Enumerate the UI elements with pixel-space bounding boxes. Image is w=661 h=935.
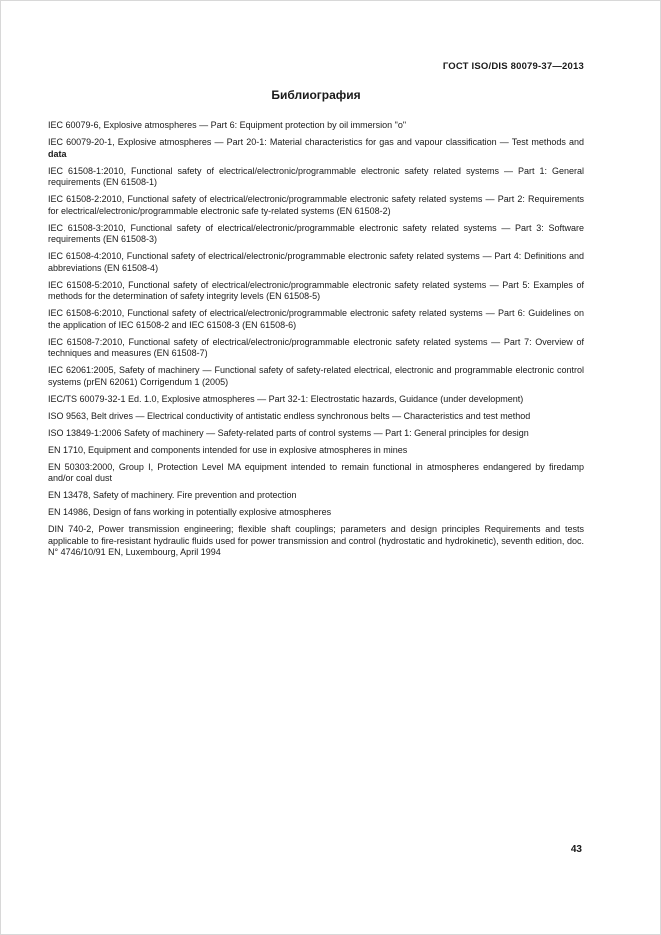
bibliography-entry	[48, 166, 584, 189]
entry-text: IEC 61508-7:2010, Functional safety of electrical/electronic/programmable electronic safety related systems — Part 7: Overview of techniques and measures (EN 61508-7)	[48, 336, 584, 358]
entry-text: EN 1710, Equipment and components intended for use in explosive atmospheres in mines	[48, 444, 408, 455]
bibliography-entry	[48, 365, 584, 388]
entry-text: EN 13478, Safety of machinery. Fire prevention and protection	[48, 490, 297, 500]
bibliography-entry	[48, 490, 584, 502]
bibliography-entry	[48, 394, 584, 406]
entry-text: ISO 13849-1:2006 Safety of machinery — Safety-related parts of control systems — Part 1: General principles for design	[48, 427, 529, 438]
entry-text: IEC/TS 60079-32-1 Ed. 1.0, Explosive atmospheres — Part 32-1: Electrostatic hazards, Guidance (under development)	[48, 393, 524, 404]
entry-text: IEC 60079-20-1, Explosive atmospheres — Part 20-1: Material characteristics for gas and vapour classification — Test methods and	[48, 137, 584, 147]
bibliography-entry	[48, 462, 584, 485]
entry-text: IEC 62061:2005, Safety of machinery — Functional safety of safety-related electrical, electronic and programmable electronic control systems (prEN 62061) Corrigendum 1 (2005)	[48, 365, 584, 387]
bibliography-entry	[48, 308, 584, 331]
bibliography-entry	[48, 337, 584, 360]
entry-text: IEC 61508-6:2010, Functional safety of electrical/electronic/programmable electronic safety related systems — Part 6: Guidelines on the application of IEC 61508-2 and IEC 61508-3 (EN 61508-6)	[48, 308, 584, 330]
bibliography-list	[48, 120, 584, 559]
entry-text: IEC 61508-5:2010, Functional safety of electrical/electronic/programmable electronic safety related systems — Part 5: Examples of methods for the determination of safety integrity levels (EN 61508-5)	[48, 279, 584, 301]
bibliography-entry	[48, 524, 584, 559]
entry-text: IEC 60079-6, Explosive atmospheres — Part 6: Equipment protection by oil immersion "o"	[48, 120, 407, 130]
bibliography-entry	[48, 137, 584, 160]
bibliography-entry	[48, 507, 584, 519]
entry-text: IEC 61508-2:2010, Functional safety of electrical/electronic/programmable electronic safety related systems — Part 2: Requirements for electrical/electronic/programmable electronic safe ty-related systems (EN 61508-2)	[48, 194, 584, 216]
page-content	[48, 61, 584, 564]
bibliography-entry	[48, 428, 584, 440]
entry-text: IEC 61508-1:2010, Functional safety of electrical/electronic/programmable electronic safety related systems — Part 1: General requirements (EN 61508-1)	[48, 165, 584, 187]
bibliography-entry	[48, 411, 584, 423]
bibliography-entry	[48, 223, 584, 246]
bibliography-entry	[48, 280, 584, 303]
document-header: ГОСТ ISO/DIS 80079-37—2013	[442, 61, 584, 72]
bibliography-entry	[48, 445, 584, 457]
bibliography-entry	[48, 194, 584, 217]
entry-text: DIN 740-2, Power transmission engineering; flexible shaft couplings; parameters and design principles Requirements and tests applicable to fire-resistant hydraulic fluids used for power transmission and control (hydrostatic and hydrokinetic), seventh edition, doc. N° 4746/10/91 EN, Luxembourg, April 1994	[48, 524, 584, 557]
entry-text: ISO 9563, Belt drives — Electrical conductivity of antistatic endless synchronous belts — Characteristics and test method	[48, 410, 531, 421]
entry-text: EN 14986, Design of fans working in potentially explosive atmospheres	[48, 507, 332, 517]
entry-text: EN 50303:2000, Group I, Protection Level MA equipment intended to remain functional in atmospheres endangered by firedamp and/or coal dust	[48, 461, 584, 483]
bibliography-entry	[48, 251, 584, 274]
page-number: 43	[570, 844, 582, 855]
entry-text: IEC 61508-4:2010, Functional safety of electrical/electronic/programmable electronic safety related systems — Part 4: Definitions and abbreviations (EN 61508-4)	[48, 251, 584, 273]
page-title: Библиография	[271, 88, 361, 102]
entry-text: IEC 61508-3:2010, Functional safety of electrical/electronic/programmable electronic safety related systems — Part 3: Software requirements (EN 61508-3)	[48, 222, 584, 244]
entry-text-bold: data	[48, 148, 67, 159]
bibliography-entry	[48, 120, 584, 132]
